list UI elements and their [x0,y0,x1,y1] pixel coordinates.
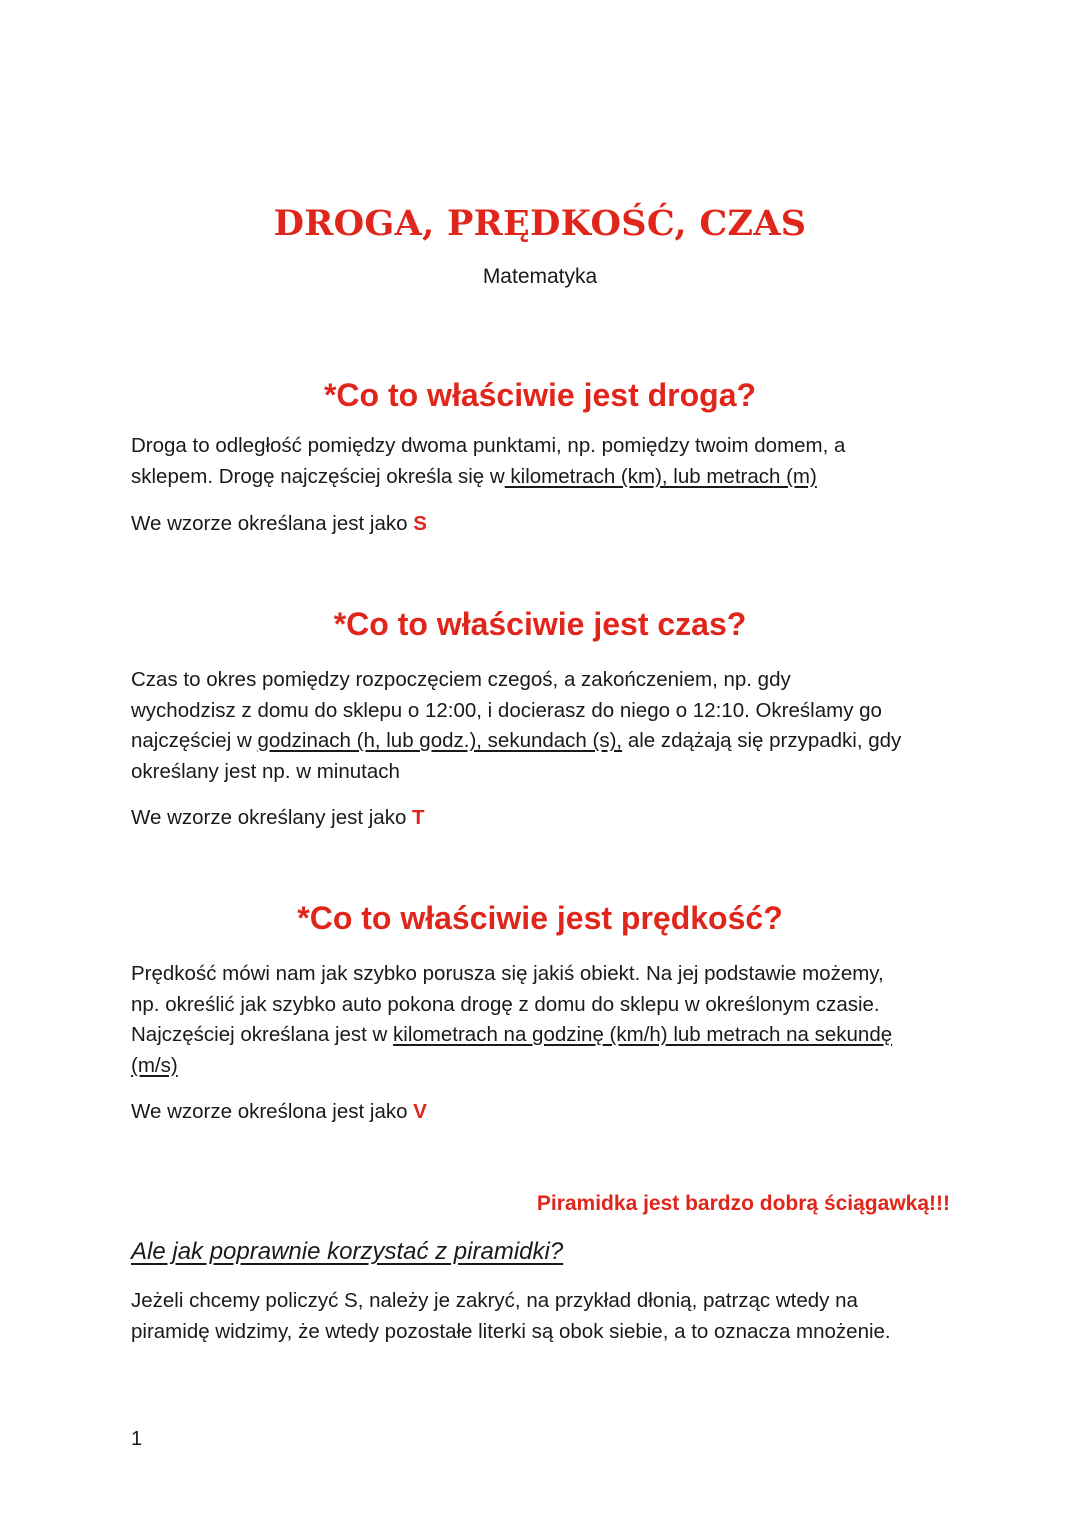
formula-symbol: S [413,512,427,535]
paragraph-line: Prędkość mówi nam jak szybko porusza się jakiś obiekt. Na jej podstawie możemy, [131,962,884,985]
paragraph-line [131,462,961,493]
underlined-units: (m/s) [131,1053,178,1077]
document-subtitle: Matematyka [482,265,598,288]
pyramid-heading: Ale jak poprawnie korzystać z piramidki? [131,1238,564,1265]
paragraph-text: najczęściej w [131,729,258,752]
pyramid-note: Piramidka jest bardzo dobrą ściągawką!!! [536,1192,950,1215]
paragraph-line: wychodzisz z domu do sklepu o 12:00, i docierasz do niego o 12:10. Określamy go [131,698,882,722]
paragraph-text: Najczęściej określana jest w [131,1023,394,1046]
paragraph-text: sklepem. Drogę najczęściej określa się w [131,464,505,488]
underlined-units: kilometrach na godzinę (km/h) lub metrach na sekundę [393,1023,893,1046]
formula-symbol: V [413,1100,427,1123]
paragraph-line: Czas to okres pomiędzy rozpoczęciem czegoś, a zakończeniem, np. gdy [131,668,791,691]
formula-text: We wzorze określany jest jako [131,806,407,829]
formula-text: We wzorze określana jest jako [131,512,408,535]
formula-text: We wzorze określona jest jako [131,1100,408,1123]
formula-line-czas [131,803,961,834]
section-paragraph-predkosc [131,959,961,1081]
formula-line-predkosc [131,1097,961,1128]
paragraph-line [131,726,961,757]
paragraph-line: np. określić jak szybko auto pokona drogę z domu do sklepu w określonym czasie. [131,992,880,1016]
section-heading-droga: *Co to właściwie jest droga? [323,377,757,413]
paragraph-line: piramidę widzimy, że wtedy pozostałe literki są obok siebie, a to oznacza mnożenie. [131,1319,891,1343]
section-heading-czas: *Co to właściwie jest czas? [333,606,747,642]
section-paragraph-czas [131,665,961,787]
paragraph-line: określany jest np. w minutach [131,759,400,783]
formula-symbol: T [412,806,425,829]
page-number: 1 [131,1428,143,1450]
underlined-units: kilometrach (km), lub metrach (m) [504,464,817,488]
section-heading-predkosc: *Co to właściwie jest prędkość? [297,900,783,936]
underlined-units: godzinach (h, lub godz.), sekundach (s), [257,729,623,752]
section-paragraph-droga [131,431,961,492]
document-title: DROGA, PRĘDKOŚĆ, CZAS [273,203,807,244]
paragraph-text: ale zdążają się przypadki, gdy [622,729,902,752]
paragraph-line [131,1051,961,1082]
paragraph-line [131,1020,961,1051]
paragraph-line: Jeżeli chcemy policzyć S, należy je zakryć, na przykład dłonią, patrząc wtedy na [131,1289,858,1312]
pyramid-paragraph [131,1286,961,1347]
formula-line-droga [131,509,961,540]
paragraph-line: Droga to odległość pomiędzy dwoma punktami, np. pomiędzy twoim domem, a [131,434,846,457]
